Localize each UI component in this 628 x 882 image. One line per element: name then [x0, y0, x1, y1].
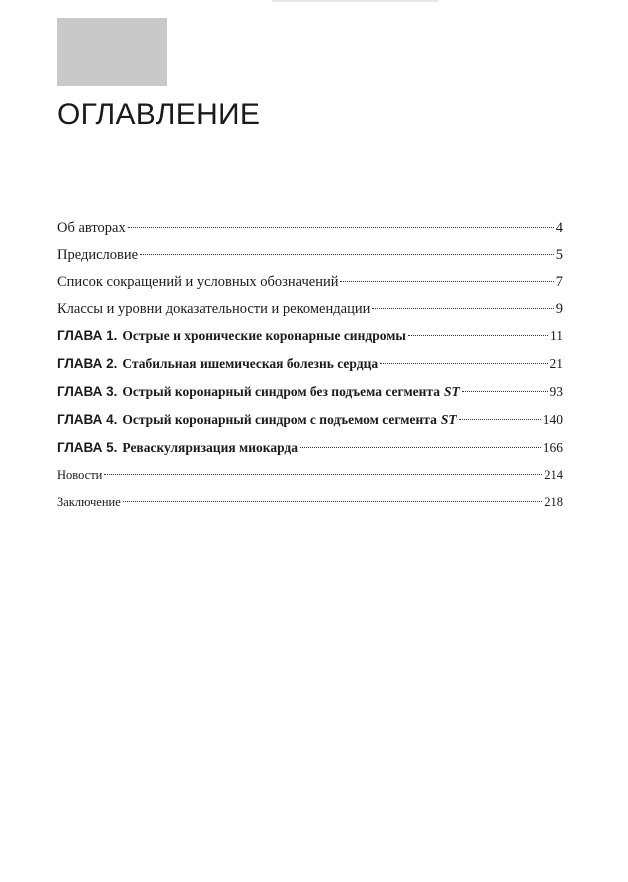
toc-entry-preface[interactable] [57, 247, 563, 274]
chapter-page: 166 [542, 440, 563, 455]
toc-chapter-2[interactable] [57, 356, 563, 384]
toc-chapter-1[interactable] [57, 328, 563, 356]
toc-entry-title: Предисловие [57, 247, 139, 263]
dot-leader [104, 474, 542, 475]
chapter-label: ГЛАВА 1. [57, 328, 118, 343]
toc-entry-title: Классы и уровни доказательности и рекомендации [57, 301, 371, 317]
chapter-page: 93 [549, 384, 563, 399]
dot-leader [408, 335, 548, 336]
toc-entry-title: Список сокращений и условных обозначений [57, 274, 339, 290]
toc-entry-page: 7 [555, 274, 563, 290]
toc-chapter-4[interactable] [57, 412, 563, 440]
toc-entry-abbreviations[interactable] [57, 274, 563, 301]
chapter-label: ГЛАВА 5. [57, 440, 118, 455]
chapter-page: 140 [542, 412, 563, 427]
toc-entry-title: Об авторах [57, 220, 126, 236]
toc-entry-evidence-classes[interactable] [57, 301, 563, 328]
dot-leader [459, 419, 541, 420]
toc-entry-page: 5 [555, 247, 563, 263]
toc-entry-page: 9 [555, 301, 563, 317]
chapter-header-block [57, 18, 167, 86]
toc-entry-page: 214 [544, 468, 563, 482]
dot-leader [340, 281, 553, 282]
toc-entry-title: Заключение [57, 495, 121, 509]
dot-leader [123, 501, 543, 502]
chapter-title: Реваскуляризация миокарда [122, 440, 299, 455]
top-rule [272, 0, 438, 2]
toc-entry-title: Новости [57, 468, 103, 482]
toc-chapter-3[interactable] [57, 384, 563, 412]
chapter-label: ГЛАВА 3. [57, 384, 118, 399]
dot-leader [128, 227, 554, 228]
chapter-title: Острый коронарный синдром без подъема сегмента [122, 384, 440, 399]
dot-leader [380, 363, 547, 364]
chapter-title-suffix: ST [443, 384, 460, 399]
table-of-contents [57, 220, 563, 522]
chapter-title: Острый коронарный синдром с подъемом сегмента [122, 412, 437, 427]
chapter-title: Стабильная ишемическая болезнь сердца [122, 356, 379, 371]
chapter-label: ГЛАВА 4. [57, 412, 118, 427]
toc-entry-conclusion[interactable] [57, 495, 563, 522]
toc-entry-page: 218 [544, 495, 563, 509]
dot-leader [372, 308, 553, 309]
chapter-label: ГЛАВА 2. [57, 356, 118, 371]
dot-leader [140, 254, 554, 255]
toc-entry-news[interactable] [57, 468, 563, 495]
page-title: ОГЛАВЛЕНИЕ [57, 98, 261, 131]
toc-chapter-5[interactable] [57, 440, 563, 468]
chapter-title: Острые и хронические коронарные синдромы [122, 328, 406, 343]
chapter-title-suffix: ST [440, 412, 457, 427]
chapter-page: 11 [550, 328, 563, 343]
chapter-page: 21 [549, 356, 563, 371]
dot-leader [462, 391, 548, 392]
toc-entry-authors[interactable] [57, 220, 563, 247]
toc-entry-page: 4 [555, 220, 563, 236]
dot-leader [300, 447, 541, 448]
